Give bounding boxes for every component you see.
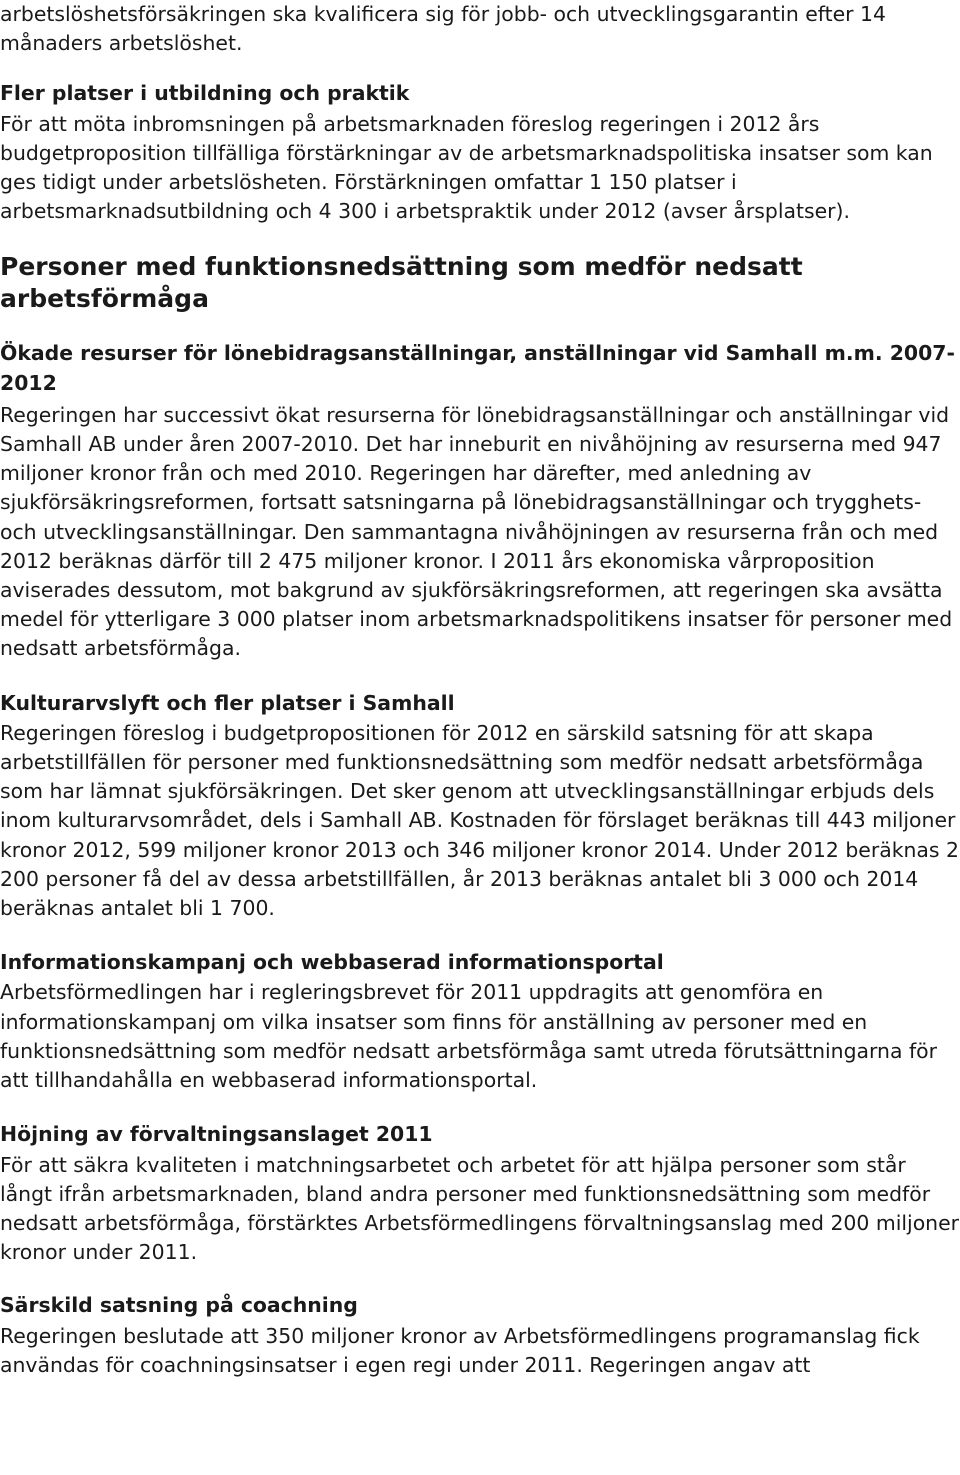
section-paragraph: Regeringen beslutade att 350 miljoner kronor av Arbetsförmedlingens programanslag fick användas för coachningsinsatser i egen regi under 2011. Regeringen angav att: [0, 1323, 920, 1377]
section-heading: Informationskampanj och webbaserad informationsportal: [0, 950, 664, 975]
section-heading: Ökade resurser för lönebidragsanställningar, anställningar vid Samhall m.m. 2007-2012: [0, 341, 955, 395]
section-coachning: [0, 1291, 960, 1380]
section-kulturarvslyft: [0, 689, 960, 924]
section-paragraph: Regeringen har successivt ökat resurserna för lönebidragsanställningar och anställningar vid Samhall AB under åren 2007-2010. Det har inneburit en nivåhöjning av resurserna med 947 miljoner kronor från och med 2010. Regeringen har därefter, med anledning av sjukförsäkringsreformen, fortsatt satsningarna på lönebidragsanställningar och trygghets- och utvecklingsanställningar. Den sammantagna nivåhöjningen av resurserna från och med 2012 beräknas därför till 2 475 miljoner kronor. I 2011 års ekonomiska vårproposition aviserades dessutom, mot bakgrund av sjukförsäkringsreformen, att regeringen ska avsätta medel för ytterligare 3 000 platser inom arbetsmarknadspolitikens insatser för personer med nedsatt arbetsförmåga.: [0, 402, 953, 661]
section-paragraph: För att möta inbromsningen på arbetsmarknaden föreslog regeringen i 2012 års budgetproposition tillfälliga förstärkningar av de arbetsmarknadspolitiska insatser som kan ges tidigt under arbetslösheten. Förstärkningen omfattar 1 150 platser i arbetsmarknadsutbildning och 4 300 i arbetspraktik under 2012 (avser årsplatser).: [0, 111, 933, 224]
section-paragraph: För att säkra kvaliteten i matchningsarbetet och arbetet för att hjälpa personer som står långt ifrån arbetsmarknaden, bland andra personer med funktionsnedsättning som medför nedsatt arbetsförmåga, förstärktes Arbetsförmedlingens förvaltningsanslag med 200 miljoner kronor under 2011.: [0, 1152, 960, 1265]
section-heading: Särskild satsning på coachning: [0, 1293, 358, 1318]
intro-paragraph: arbetslöshetsförsäkringen ska kvalificera sig för jobb- och utvecklingsgarantin efter 14 månaders arbetslöshet.: [0, 2, 886, 56]
section-lonebidrag: [0, 339, 960, 663]
section-heading: Höjning av förvaltningsanslaget 2011: [0, 1122, 433, 1147]
section-paragraph: Arbetsförmedlingen har i regleringsbrevet för 2011 uppdragits att genomföra en informationskampanj om vilka insatser som finns för anställning av personer med en funktionsnedsättning som medför nedsatt arbetsförmåga samt utreda förutsättningarna för att tillhandahålla en webbaserad informationsportal.: [0, 980, 937, 1093]
section-funktionsnedsattning: [0, 251, 960, 315]
section-paragraph: Regeringen föreslog i budgetpropositionen för 2012 en särskild satsning för att skapa arbetstillfällen för personer med funktionsnedsättning som medför nedsatt arbetsförmåga som har lämnat sjukförsäkringen. Det sker genom att utvecklingsanställningar erbjuds dels inom kulturarvsområdet, dels i Samhall AB. Kostnaden för förslaget beräknas till 443 miljoner kronor 2012, 599 miljoner kronor 2013 och 346 miljoner kronor 2014. Under 2012 beräknas 2 200 personer få del av dessa arbetstillfällen, år 2013 beräknas antalet bli 3 000 och 2014 beräknas antalet bli 1 700.: [0, 720, 960, 921]
section-utbildning-praktik: [0, 79, 960, 226]
section-forvaltningsanslag: [0, 1120, 960, 1267]
section-heading: Kulturarvslyft och fler platser i Samhall: [0, 690, 455, 715]
section-heading: Fler platser i utbildning och praktik: [0, 81, 410, 106]
section-informationskampanj: [0, 948, 960, 1095]
chapter-heading: Personer med funktionsnedsättning som medför nedsatt arbetsförmåga: [0, 252, 803, 314]
